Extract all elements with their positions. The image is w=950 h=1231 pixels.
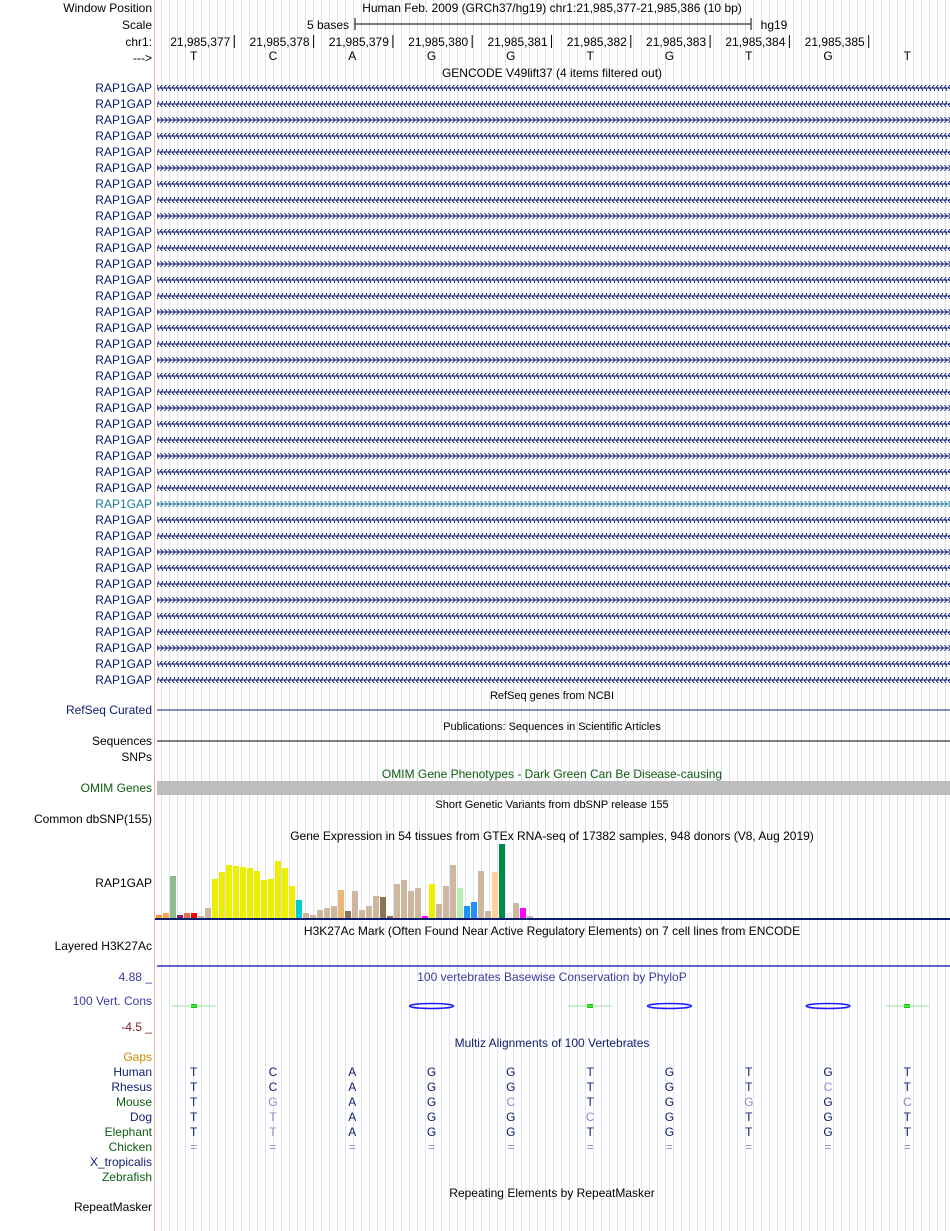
species-label[interactable]: Human — [113, 1065, 152, 1079]
coordinate-label: 21,985,382 — [566, 35, 627, 49]
gencode-gene-label[interactable]: RAP1GAP — [95, 385, 152, 399]
phylop-track-title: 100 vertebrates Basewise Conservation by PhyloP — [417, 970, 687, 984]
dbsnp-track-title: Short Genetic Variants from dbSNP release 155 — [435, 799, 669, 811]
alignment-base: C — [268, 1065, 278, 1079]
alignment-base: = — [269, 1140, 277, 1154]
alignment-base: T — [745, 1110, 753, 1124]
species-label[interactable]: Zebrafish — [101, 1170, 152, 1184]
gencode-gene-label[interactable]: RAP1GAP — [95, 609, 152, 623]
gencode-gene-label[interactable]: RAP1GAP — [95, 129, 152, 143]
reference-base: T — [745, 49, 753, 63]
coordinate-label: 21,985,383 — [646, 35, 707, 49]
alignment-base: = — [348, 1140, 356, 1154]
reference-base: G — [506, 49, 516, 63]
alignment-base: G — [426, 1095, 437, 1109]
alignment-base: T — [745, 1125, 753, 1139]
scale-label: Scale — [121, 18, 152, 32]
gtex-track-title: Gene Expression in 54 tissues from GTEx RNA-seq of 17382 samples, 948 donors (V8, Aug 2019) — [290, 829, 814, 843]
alignment-base: A — [348, 1110, 357, 1124]
alignment-base: = — [903, 1140, 911, 1154]
gencode-gene-label[interactable]: RAP1GAP — [95, 449, 152, 463]
coordinate-label: 21,985,378 — [249, 35, 310, 49]
omim-track-label[interactable]: OMIM Genes — [80, 781, 152, 795]
reference-base: T — [189, 49, 198, 63]
gencode-gene-label[interactable]: RAP1GAP — [95, 97, 152, 111]
alignment-base: G — [664, 1095, 675, 1109]
gencode-gene-label[interactable]: RAP1GAP — [95, 161, 152, 175]
gencode-gene-label[interactable]: RAP1GAP — [95, 257, 152, 271]
alignment-base: T — [189, 1065, 198, 1079]
publications-track-label[interactable]: Sequences — [91, 734, 152, 748]
alignment-base: G — [744, 1095, 754, 1109]
scale-text: 5 bases — [306, 18, 350, 32]
gencode-gene-label[interactable]: RAP1GAP — [95, 481, 152, 495]
alignment-base: T — [586, 1125, 594, 1139]
alignment-base: A — [348, 1125, 357, 1139]
alignment-base: = — [190, 1140, 198, 1154]
alignment-base: G — [268, 1095, 278, 1109]
alignment-base: = — [586, 1140, 594, 1154]
window-position-label: Window Position — [63, 1, 152, 15]
assembly-db-label: hg19 — [760, 18, 788, 32]
alignment-base: = — [428, 1140, 436, 1154]
alignment-base: T — [189, 1125, 198, 1139]
coordinate-label: 21,985,384 — [725, 35, 786, 49]
gencode-gene-label[interactable]: RAP1GAP — [95, 657, 152, 671]
alignment-base: T — [189, 1095, 198, 1109]
snps-label[interactable]: SNPs — [121, 750, 152, 764]
publications-track-title: Publications: Sequences in Scientific Articles — [443, 721, 661, 733]
h3k27ac-track-label[interactable]: Layered H3K27Ac — [54, 939, 152, 953]
repeatmasker-track-label[interactable]: RepeatMasker — [73, 1200, 152, 1214]
alignment-base: T — [903, 1110, 912, 1124]
refseq-track-label[interactable]: RefSeq Curated — [65, 703, 152, 717]
reference-base: G — [664, 49, 675, 63]
gencode-gene-label[interactable]: RAP1GAP — [95, 497, 152, 511]
gencode-gene-label[interactable]: RAP1GAP — [95, 401, 152, 415]
alignment-base: T — [586, 1065, 594, 1079]
alignment-base: G — [664, 1110, 675, 1124]
gencode-gene-label[interactable]: RAP1GAP — [95, 209, 152, 223]
gencode-gene-label[interactable]: RAP1GAP — [95, 289, 152, 303]
gaps-label: Gaps — [123, 1050, 152, 1064]
repeatmasker-track-title: Repeating Elements by RepeatMasker — [449, 1186, 655, 1200]
alignment-base: C — [268, 1080, 278, 1094]
species-label[interactable]: X_tropicalis — [89, 1155, 152, 1169]
coordinate-label: 21,985,380 — [408, 35, 469, 49]
gencode-gene-label[interactable]: RAP1GAP — [95, 353, 152, 367]
gencode-gene-label[interactable]: RAP1GAP — [95, 465, 152, 479]
reference-base: G — [823, 49, 833, 63]
alignment-base: T — [903, 1125, 912, 1139]
gencode-gene-label[interactable]: RAP1GAP — [95, 625, 152, 639]
coordinate-label: 21,985,377 — [170, 35, 231, 49]
gencode-track-title: GENCODE V49lift37 (4 items filtered out) — [441, 66, 663, 80]
alignment-base: A — [348, 1065, 357, 1079]
alignment-base: G — [823, 1125, 833, 1139]
gencode-gene-label[interactable]: RAP1GAP — [95, 337, 152, 351]
gencode-gene-label[interactable]: RAP1GAP — [95, 433, 152, 447]
gencode-gene-label[interactable]: RAP1GAP — [95, 593, 152, 607]
gencode-gene-label[interactable]: RAP1GAP — [95, 145, 152, 159]
species-label[interactable]: Rhesus — [111, 1080, 152, 1094]
alignment-base: A — [348, 1080, 357, 1094]
alignment-base: C — [585, 1110, 595, 1124]
alignment-base: T — [189, 1110, 198, 1124]
alignment-base: T — [189, 1080, 198, 1094]
alignment-base: G — [664, 1125, 675, 1139]
alignment-base: T — [903, 1080, 912, 1094]
multiz-track-title: Multiz Alignments of 100 Vertebrates — [454, 1036, 650, 1050]
alignment-base: T — [586, 1080, 594, 1094]
coordinate-label: 21,985,385 — [804, 35, 865, 49]
h3k27ac-track-title: H3K27Ac Mark (Often Found Near Active Regulatory Elements) on 7 cell lines from ENCODE — [303, 924, 801, 938]
gencode-gene-label[interactable]: RAP1GAP — [95, 561, 152, 575]
alignment-base: G — [506, 1065, 516, 1079]
dbsnp-track-label[interactable]: Common dbSNP(155) — [33, 812, 152, 826]
alignment-base: T — [586, 1095, 594, 1109]
alignment-base: G — [664, 1080, 675, 1094]
phylop-min-label: -4.5 _ — [121, 1020, 152, 1034]
reference-base: G — [426, 49, 437, 63]
alignment-base: T — [269, 1110, 277, 1124]
gencode-gene-label[interactable]: RAP1GAP — [95, 545, 152, 559]
gencode-gene-label[interactable]: RAP1GAP — [95, 241, 152, 255]
alignment-base: G — [506, 1080, 516, 1094]
alignment-base: T — [903, 1065, 912, 1079]
gencode-gene-label[interactable]: RAP1GAP — [95, 177, 152, 191]
gencode-gene-label[interactable]: RAP1GAP — [95, 81, 152, 95]
gencode-gene-label[interactable]: RAP1GAP — [95, 641, 152, 655]
species-label[interactable]: Dog — [129, 1110, 152, 1124]
gencode-gene-label[interactable]: RAP1GAP — [95, 417, 152, 431]
gencode-gene-label[interactable]: RAP1GAP — [95, 321, 152, 335]
gencode-gene-label[interactable]: RAP1GAP — [95, 577, 152, 591]
alignment-base: C — [823, 1080, 833, 1094]
alignment-base: C — [903, 1095, 912, 1109]
coordinate-label: 21,985,379 — [328, 35, 389, 49]
species-label[interactable]: Mouse — [115, 1095, 152, 1109]
species-label[interactable]: Elephant — [104, 1125, 152, 1139]
chr-label: chr1: — [125, 35, 152, 49]
alignment-base: T — [269, 1125, 277, 1139]
gencode-gene-label[interactable]: RAP1GAP — [95, 369, 152, 383]
gencode-gene-label[interactable]: RAP1GAP — [95, 225, 152, 239]
alignment-base: = — [665, 1140, 673, 1154]
gtex-track-label[interactable]: RAP1GAP — [95, 876, 152, 890]
alignment-base: G — [426, 1065, 437, 1079]
gencode-gene-label[interactable]: RAP1GAP — [95, 673, 152, 687]
alignment-base: A — [348, 1095, 357, 1109]
phylop-track-label[interactable]: 100 Vert. Cons — [72, 994, 152, 1008]
gencode-gene-label[interactable]: RAP1GAP — [95, 529, 152, 543]
gencode-gene-label[interactable]: RAP1GAP — [95, 273, 152, 287]
alignment-base: G — [426, 1125, 437, 1139]
reference-base: T — [903, 49, 912, 63]
reference-base: A — [348, 49, 357, 63]
gencode-gene-label[interactable]: RAP1GAP — [95, 113, 152, 127]
gencode-gene-label[interactable]: RAP1GAP — [95, 305, 152, 319]
alignment-base: G — [664, 1065, 675, 1079]
alignment-base: G — [426, 1110, 437, 1124]
alignment-base: G — [506, 1125, 516, 1139]
alignment-base: G — [823, 1110, 833, 1124]
alignment-base: = — [507, 1140, 515, 1154]
alignment-base: G — [506, 1110, 516, 1124]
alignment-base: G — [823, 1095, 833, 1109]
assembly-position-text: Human Feb. 2009 (GRCh37/hg19) chr1:21,985,377-21,985,386 (10 bp) — [362, 1, 742, 15]
reference-base: C — [268, 49, 278, 63]
alignment-base: T — [745, 1065, 753, 1079]
refseq-track-title: RefSeq genes from NCBI — [489, 690, 615, 702]
omim-track-title: OMIM Gene Phenotypes - Dark Green Can Be Disease-causing — [381, 767, 723, 781]
alignment-base: = — [824, 1140, 832, 1154]
gencode-gene-label[interactable]: RAP1GAP — [95, 193, 152, 207]
species-label[interactable]: Chicken — [108, 1140, 152, 1154]
alignment-base: G — [426, 1080, 437, 1094]
alignment-base: T — [745, 1080, 753, 1094]
alignment-base: = — [745, 1140, 753, 1154]
phylop-max-label: 4.88 _ — [118, 970, 152, 984]
gencode-gene-label[interactable]: RAP1GAP — [95, 513, 152, 527]
alignment-base: G — [823, 1065, 833, 1079]
alignment-base: C — [506, 1095, 516, 1109]
strand-label: ---> — [133, 51, 152, 65]
reference-base: T — [586, 49, 594, 63]
coordinate-label: 21,985,381 — [487, 35, 548, 49]
